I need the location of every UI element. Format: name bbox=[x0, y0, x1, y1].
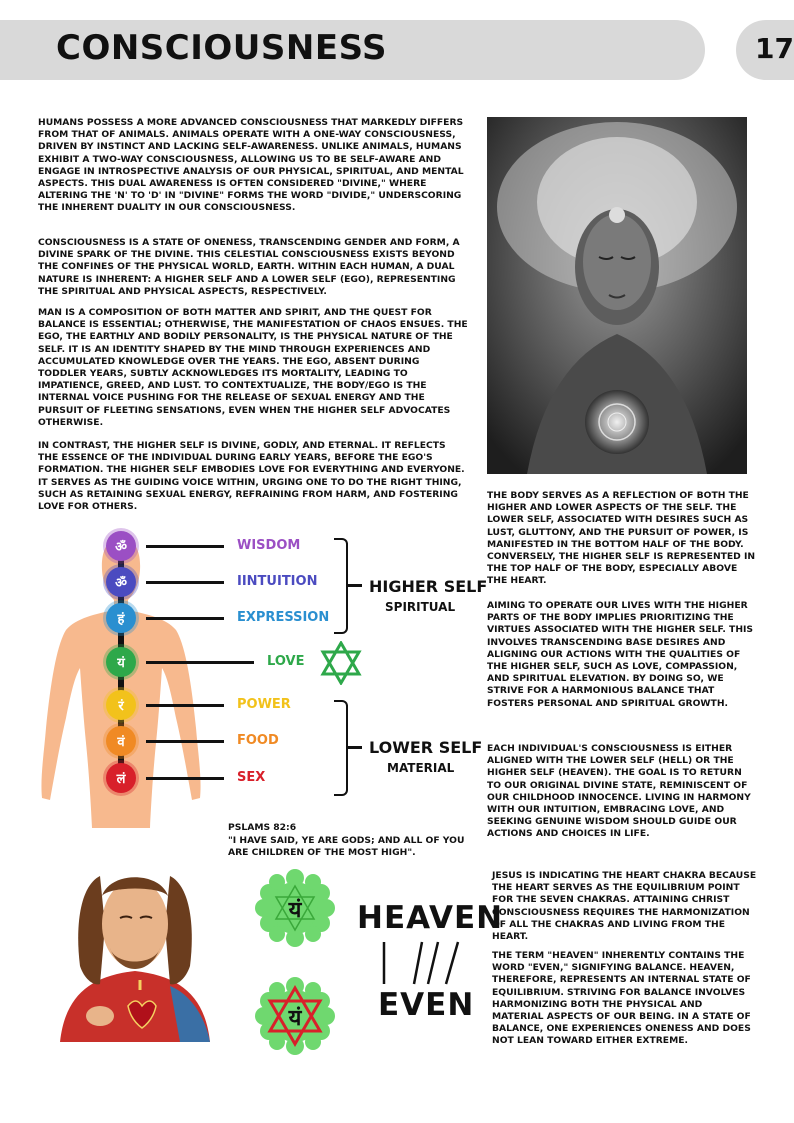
connector-line-food bbox=[146, 740, 224, 743]
chakra-glyph-wisdom: ॐ bbox=[115, 540, 127, 555]
connector-line-power bbox=[146, 704, 224, 707]
chakra-glyph-power: रं bbox=[118, 699, 124, 714]
lower-self-bracket bbox=[334, 700, 348, 796]
connector-line-intuition bbox=[146, 581, 224, 584]
quote-text: "I HAVE SAID, YE ARE GODS; AND ALL OF YOU ARE CHILDREN OF THE MOST HIGH". bbox=[228, 835, 465, 859]
heaven-word: HEAVEN bbox=[357, 900, 504, 936]
paragraph-higher-virtues: AIMING TO OPERATE OUR LIVES WITH THE HIGHER PARTS OF THE BODY IMPLIES PRIORITIZING THE VIRTUES ASSOCIATED WITH THE HIGHER SELF. THIS INVOLVES TRANSCENDING BASE DESIRES AND ALIGNING OUR ACTIONS WITH THE QUALITIES OF THE HIGHER SELF, SUCH AS LOVE, COMPASSION, AND SPIRITUAL ELEVATION. BY DOING SO, WE STRIVE FOR A HARMONIOUS BALANCE THAT FOSTERS PERSONAL AND SPIRITUAL GROWTH. bbox=[487, 600, 754, 709]
page-title: CONSCIOUSNESS bbox=[56, 28, 388, 68]
chakra-label-food: FOOD bbox=[237, 733, 279, 748]
jesus-sacred-heart-image bbox=[40, 866, 230, 1042]
chakra-label-expression: EXPRESSION bbox=[237, 610, 330, 625]
chakra-label-sex: SEX bbox=[237, 770, 266, 785]
chakra-label-wisdom: WISDOM bbox=[237, 538, 301, 553]
higher-self-title: HIGHER SELF bbox=[369, 577, 488, 596]
paragraph-body-reflection: THE BODY SERVES AS A REFLECTION OF BOTH THE HIGHER AND LOWER ASPECTS OF THE SELF. THE LOWER SELF, ASSOCIATED WITH DESIRES SUCH AS LUST, GLUTTONY, AND THE PURSUIT OF POWER, IS MANIFESTED IN THE BOTTOM HALF OF THE BODY. CONVERSELY, THE HIGHER SELF IS REPRESENTED IN THE TOP HALF OF THE BODY, ESPECIALLY ABOVE THE HEART. bbox=[487, 490, 756, 587]
connector-line-expression bbox=[146, 617, 224, 620]
chakra-icon-sex bbox=[106, 763, 136, 793]
heart-chakra-hexagram-symbol bbox=[250, 976, 340, 1056]
chakra-glyph-love: यं bbox=[117, 656, 125, 671]
higher-self-bracket-tick bbox=[348, 584, 362, 587]
lower-self-subtitle: MATERIAL bbox=[387, 761, 455, 775]
chakra-glyph-expression: हं bbox=[117, 612, 125, 627]
paragraph-heart-chakra: JESUS IS INDICATING THE HEART CHAKRA BECAUSE THE HEART SERVES AS THE EQUILIBRIUM POINT FOR THE SEVEN CHAKRAS. ATTAINING CHRIST CONSCIOUSNESS REQUIRES THE HARMONIZATION OF ALL THE CHAKRAS AND LIVING FROM THE HEART. bbox=[492, 870, 757, 943]
chakra-icon-power bbox=[106, 690, 136, 720]
chakra-glyph-sex: लं bbox=[116, 772, 126, 787]
connector-line-wisdom bbox=[146, 545, 224, 548]
heart-chakra-glyph-lower: यं bbox=[288, 1006, 302, 1031]
paragraph-intro: HUMANS POSSESS A MORE ADVANCED CONSCIOUSNESS THAT MARKEDLY DIFFERS FROM THAT OF ANIMALS. ANIMALS OPERATE WITH A ONE-WAY CONSCIOUSNESS, DRIVEN BY INSTINCT AND LACKING SELF-AWARENESS. UNLIKE ANIMALS, HUMANS EXHIBIT A TWO-WAY CONSCIOUSNESS, ALLOWING US TO BE SELF-AWARE AND ENGAGE IN INTROSPECTIVE ANALYSIS OF OUR PHYSICAL, SPIRITUAL, AND MENTAL ASPECTS. THIS DUAL AWARENESS IS OFTEN CONSIDERED "DIVINE," WHERE ALTERING THE 'N' TO 'D' IN "DIVINE" FORMS THE WORD "DIVIDE," UNDERSCORING THE INHERENT DUALITY IN OUR CONSCIOUSNESS. bbox=[38, 117, 464, 214]
chakra-label-intuition: IINTUITION bbox=[237, 574, 318, 589]
paragraph-heaven-even: THE TERM "HEAVEN" INHERENTLY CONTAINS THE WORD "EVEN," SIGNIFYING BALANCE. HEAVEN, THEREFORE, REPRESENTS AN INTERNAL STATE OF EQUILIBRIUM. STRIVING FOR BALANCE INVOLVES HARMONIZING BOTH THE PHYSICAL AND MATERIAL ASPECTS OF OUR BEING. IN A STATE OF BALANCE, ONE EXPERIENCES ONENESS AND DOES NOT LEAN TOWARD EITHER EXTREME. bbox=[492, 950, 751, 1047]
chakra-label-power: POWER bbox=[237, 697, 291, 712]
paragraph-higher-self: IN CONTRAST, THE HIGHER SELF IS DIVINE, GODLY, AND ETERNAL. IT REFLECTS THE ESSENCE OF THE INDIVIDUAL DURING EARLY YEARS, BEFORE THE EGO'S FORMATION. THE HIGHER SELF EMBODIES LOVE FOR EVERYTHING AND EVERYONE. IT SERVES AS THE GUIDING VOICE WITHIN, URGING ONE TO DO THE RIGHT THING, SUCH AS RETAINING SEXUAL ENERGY, REFRAINING FROM HARM, AND FOSTERING LOVE FOR OTHERS. bbox=[38, 440, 465, 513]
connector-line-love bbox=[146, 661, 254, 664]
chakra-icon-food bbox=[106, 726, 136, 756]
chakra-icon-love bbox=[106, 647, 136, 677]
even-word: EVEN bbox=[378, 987, 475, 1023]
paragraph-ego: MAN IS A COMPOSITION OF BOTH MATTER AND SPIRIT, AND THE QUEST FOR BALANCE IS ESSENTIAL; OTHERWISE, THE MANIFESTATION OF CHAOS ENSUES. THE EGO, THE EARTHLY AND BODILY PERSONALITY, IS THE PHYSICAL NATURE OF THE SELF. IT IS AN IDENTITY SHAPED BY THE MIND THROUGH EXPERIENCES AND ACCUMULATED KNOWLEDGE OVER THE YEARS. THE EGO, ABSENT DURING TODDLER YEARS, SUBTLY ACKNOWLEDGES ITS MORTALITY, LEADING TO IMPATIENCE, GREED, AND LUST. TO CONTEXTUALIZE, THE BODY/EGO IS THE INTERNAL VOICE PUSHING FOR THE RELEASE OF SEXUAL ENERGY AND THE PURSUIT OF FLEETING SENSATIONS, EVEN WHEN THE HIGHER SELF ADVOCATES OTHERWISE. bbox=[38, 307, 468, 428]
chakra-glyph-intuition: ॐ bbox=[115, 576, 127, 591]
quote-reference: PSLAMS 82:6 bbox=[228, 822, 297, 833]
meditation-portrait-image bbox=[487, 117, 747, 474]
chakra-glyph-food: वं bbox=[117, 735, 125, 750]
chakra-label-love: LOVE bbox=[267, 654, 305, 669]
connector-line-sex bbox=[146, 777, 224, 780]
chakra-icon-expression bbox=[106, 603, 136, 633]
lower-self-bracket-tick bbox=[348, 746, 362, 749]
heart-chakra-glyph: यं bbox=[288, 898, 302, 923]
heart-chakra-symbol bbox=[250, 868, 340, 948]
heaven-even-strokes bbox=[370, 940, 470, 988]
higher-self-subtitle: SPIRITUAL bbox=[385, 600, 456, 614]
paragraph-alignment: EACH INDIVIDUAL'S CONSCIOUSNESS IS EITHER ALIGNED WITH THE LOWER SELF (HELL) OR THE HIGHER SELF (HEAVEN). THE GOAL IS TO RETURN TO OUR ORIGINAL DIVINE STATE, REMINISCENT OF OUR CHILDHOOD INNOCENCE. LIVING IN HARMONY WITH OUR INTUITION, EMBRACING LOVE, AND SEEKING GENUINE WISDOM SHOULD GUIDE OUR ACTIONS AND CHOICES IN LIFE. bbox=[487, 743, 751, 840]
star-of-david-icon bbox=[320, 641, 362, 685]
chakra-icon-intuition bbox=[106, 567, 136, 597]
higher-self-bracket bbox=[334, 538, 348, 634]
lower-self-title: LOWER SELF bbox=[369, 738, 483, 757]
chakra-icon-wisdom bbox=[106, 531, 136, 561]
page-number: 17 bbox=[755, 32, 794, 65]
paragraph-oneness: CONSCIOUSNESS IS A STATE OF ONENESS, TRANSCENDING GENDER AND FORM, A DIVINE SPARK OF THE DIVINE. THIS CELESTIAL CONSCIOUSNESS EXISTS BEYOND THE CONFINES OF THE PHYSICAL WORLD, EARTH. WITHIN EACH HUMAN, A DUAL NATURE IS INHERENT: A HIGHER SELF AND A LOWER SELF (EGO), REPRESENTING THE SPIRITUAL AND PHYSICAL ASPECTS, RESPECTIVELY. bbox=[38, 237, 460, 297]
